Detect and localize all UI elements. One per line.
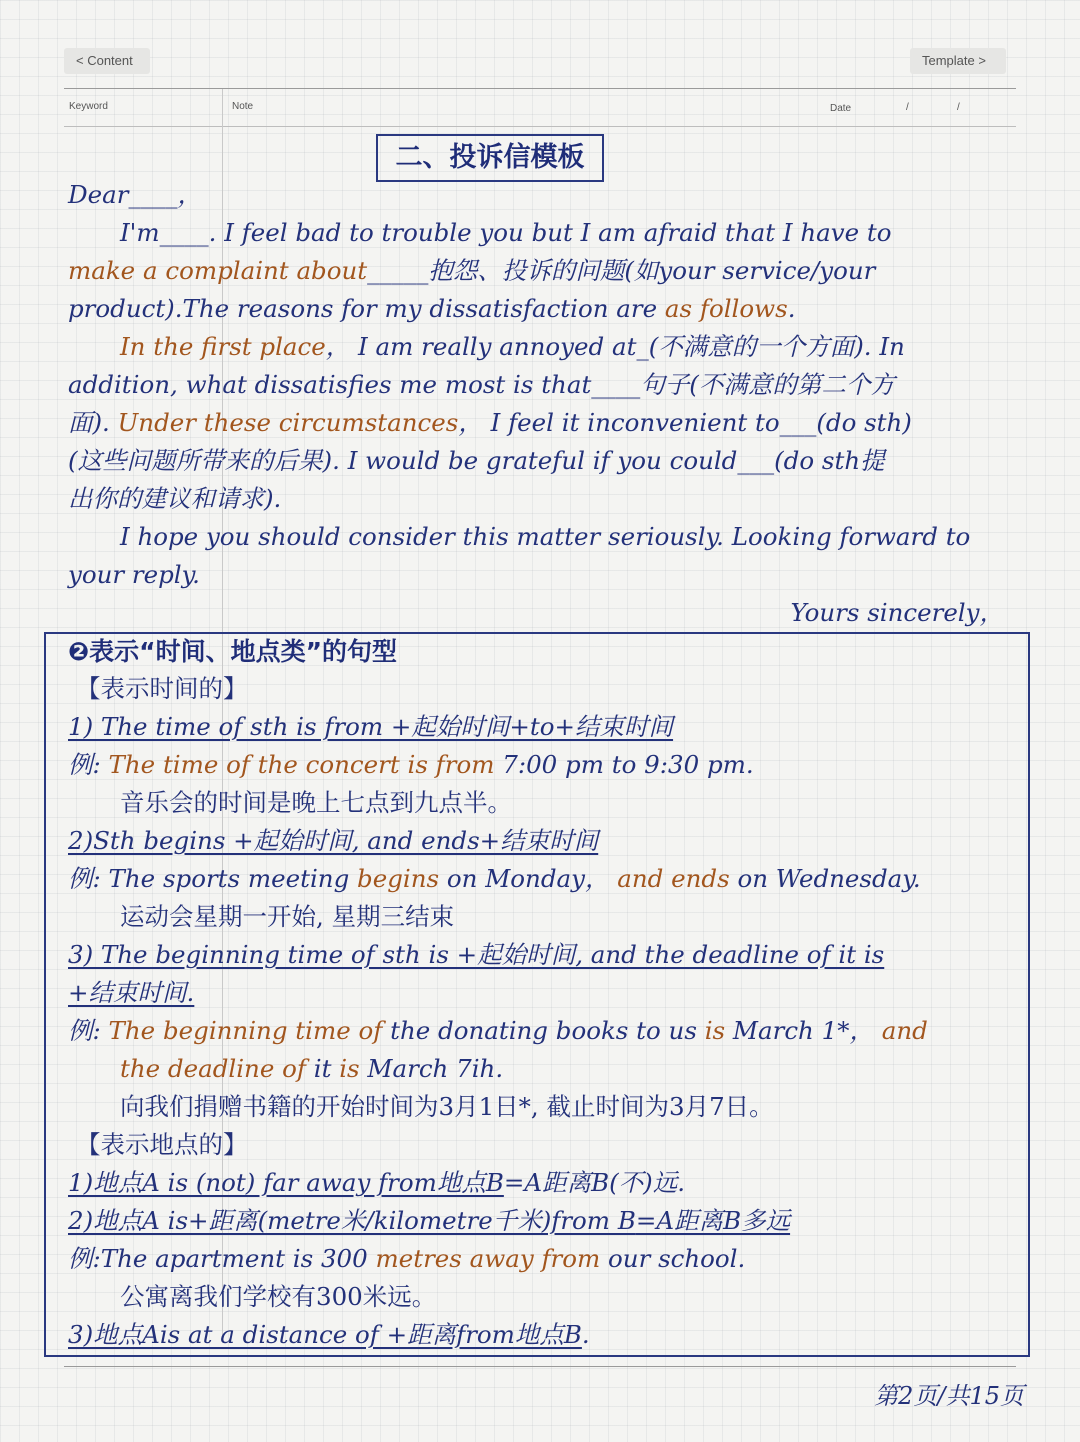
translation-line: 向我们捐赠书籍的开始时间为3月1日*, 截止时间为3月7日。 <box>120 1092 774 1121</box>
date-slash: / <box>906 102 909 113</box>
letter-line: your reply. <box>68 560 200 589</box>
text-run: 面). <box>68 408 118 437</box>
text-run: 2)地点A is+距离(metre米/kilometre千米)from B <box>68 1206 636 1235</box>
pattern-line: 3) The beginning time of sth is +起始时间, and the deadline of it is <box>68 940 885 969</box>
text-run: on Wednesday. <box>729 864 921 893</box>
letter-line: addition, what dissatisfies me most is that____句子(不满意的第二个方 <box>68 370 895 399</box>
text-run: =A距离B(不)远. <box>503 1168 685 1197</box>
text-run: 3)地点Ais at a distance of +距离from地点B <box>68 1320 582 1349</box>
example-line <box>68 1050 503 1088</box>
date-slash: / <box>957 102 960 113</box>
highlight-text: begins <box>357 864 440 893</box>
text-run: 例: <box>68 750 109 779</box>
letter-line <box>68 404 912 442</box>
text-run: the donating books to us <box>382 1016 705 1045</box>
highlight-text: metres away from <box>375 1244 601 1273</box>
text-run: it <box>305 1054 340 1083</box>
header-bottom-rule <box>64 126 1016 127</box>
pattern-line: 2)Sth begins +起始时间, and ends+结束时间 <box>68 826 599 855</box>
example-line <box>68 1012 928 1050</box>
highlight-text: and <box>881 1016 928 1045</box>
text-run: . <box>787 294 796 323</box>
note-label: Note <box>232 101 254 112</box>
translation-line: 公寓离我们学校有300米远。 <box>120 1282 437 1311</box>
text-run: March 1*， <box>725 1016 882 1045</box>
section-title: ❷表示“时间、地点类”的句型 <box>68 637 398 666</box>
text-run: our school. <box>600 1244 746 1273</box>
highlight-text: the deadline of <box>120 1054 306 1083</box>
text-run: 例: The sports meeting <box>68 864 358 893</box>
text-run: March 7ih. <box>359 1054 504 1083</box>
text-run: . <box>581 1320 590 1349</box>
text-run: _____抱怨、投诉的问题(如your service/your <box>367 256 876 285</box>
highlight-text: The time of the concert is from <box>108 750 495 779</box>
text-run: 例:The apartment is 300 <box>68 1244 376 1273</box>
highlight-text: as follows <box>664 294 788 323</box>
letter-line: Dear____， <box>68 180 202 209</box>
time-heading: 【表示时间的】 <box>76 674 248 703</box>
header-top-rule <box>64 88 1016 89</box>
highlight-text: and ends <box>617 864 730 893</box>
pattern-line: 1) The time of sth is from +起始时间+to+结束时间 <box>68 712 674 741</box>
highlight-text: is <box>339 1054 360 1083</box>
letter-closing: Yours sincerely， <box>790 598 1004 627</box>
highlight-text: make a complaint about <box>68 256 368 285</box>
keyword-label: Keyword <box>69 101 108 112</box>
highlight-text: is <box>704 1016 726 1045</box>
translation-line: 运动会星期一开始, 星期三结束 <box>120 902 455 931</box>
page-title: 二、投诉信模板 <box>376 134 604 182</box>
letter-line <box>68 290 795 328</box>
letter-line <box>68 252 875 290</box>
highlight-text: In the first place <box>120 332 326 361</box>
pattern-line <box>68 1202 790 1240</box>
translation-line: 音乐会的时间是晚上七点到九点半。 <box>120 788 512 817</box>
pattern-line <box>68 1164 685 1202</box>
text-run: product).The reasons for my dissatisfaction are <box>68 294 665 323</box>
page-number: 第2页/共15页 <box>874 1382 1024 1410</box>
text-run: =A距离B多远 <box>635 1206 791 1235</box>
letter-line: (这些问题所带来的后果). I would be grateful if you could___(do sth提 <box>68 446 885 475</box>
example-line <box>68 1240 745 1278</box>
date-label: Date <box>830 103 852 114</box>
content-back-button[interactable]: < Content <box>64 48 150 74</box>
template-next-button[interactable]: Template > <box>910 48 1006 74</box>
pattern-line <box>68 1316 590 1354</box>
text-run: ， I am really annoyed at_(不满意的一个方面). In <box>325 332 905 361</box>
letter-line <box>68 328 905 366</box>
text-run: 例: <box>68 1016 109 1045</box>
example-line <box>68 746 754 784</box>
text-run: on Monday， <box>439 864 618 893</box>
letter-line: I hope you should consider this matter seriously. Looking forward to <box>120 522 971 551</box>
text-run: ， I feel it inconvenient to___(do sth) <box>458 408 912 437</box>
example-line <box>68 860 921 898</box>
highlight-text: The beginning time of <box>108 1016 383 1045</box>
place-heading: 【表示地点的】 <box>76 1130 248 1159</box>
text-run: 1)地点A is (not) far away from地点B <box>68 1168 504 1197</box>
letter-line: 出你的建议和请求). <box>68 484 282 513</box>
footer-rule <box>64 1366 1016 1367</box>
pattern-line: +结束时间. <box>68 978 195 1007</box>
highlight-text: Under these circumstances <box>117 408 459 437</box>
letter-line: I'm____. I feel bad to trouble you but I am afraid that I have to <box>120 218 892 247</box>
text-run: 7:00 pm to 9:30 pm. <box>494 750 754 779</box>
